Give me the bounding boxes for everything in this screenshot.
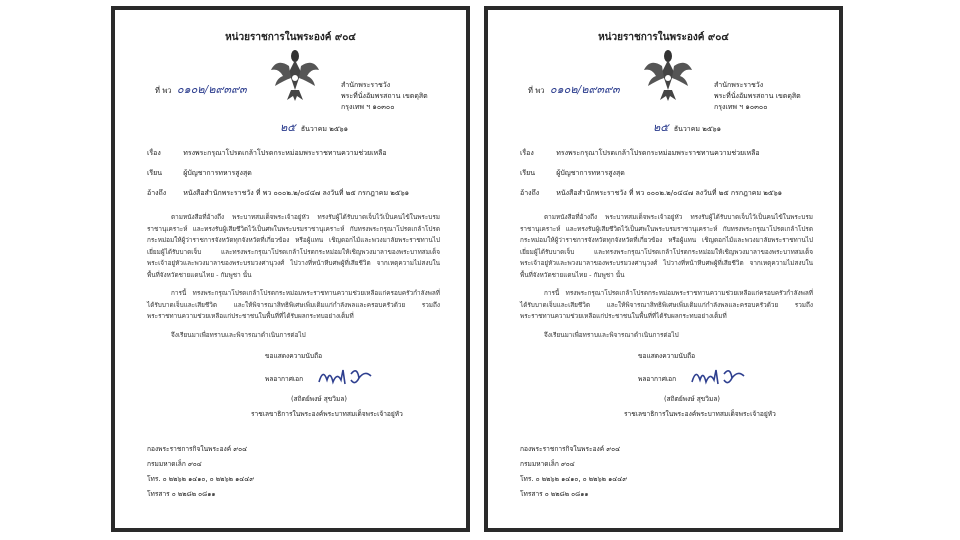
letter-body bbox=[147, 212, 440, 348]
to-text: ผู้บัญชาการทหารสูงสุด bbox=[183, 169, 252, 177]
garuda-emblem-icon bbox=[269, 46, 321, 102]
footer-line: กรมมหาดเล็ก ๙๐๔ bbox=[147, 460, 202, 468]
reference-number bbox=[528, 80, 620, 98]
footer-line: โทรสาร ๐ ๒๒๘๒ ๐๘๑๑ bbox=[147, 490, 216, 498]
body-paragraph: ตามหนังสือที่อ้างถึง พระบาทสมเด็จพระเจ้าอยู่หัว ทรงรับผู้ได้รับบาดเจ็บไว้เป็นคนไข้ในพระบรมราชานุเคราะห์ และทรงรับผู้เสียชีวิตไว้เป็นศพในพระบรมราชานุเคราะห์ กับทรงพระกรุณาโปรดเกล้าโปรดกระหม่อมให้ผู้ว่าราชการจังหวัดทุกจังหวัดที่เกี่ยวข้อง หรือผู้แทน เชิญดอกไม้และพวงมาลัยพระราชทานไปเยี่ยมผู้ได้รับบาดเจ็บ และทรงพระกรุณาโปรดเกล้าโปรดกระหม่อมให้เชิญพวงมาลาของพระบาทสมเด็จพระเจ้าอยู่หัวและพวงมาลาของพระบรมวงศานุวงศ์ ไปวางที่หน้าหีบศพผู้ที่เสียชีวิต จากเหตุความไม่สงบในพื้นที่จังหวัดชายแดนไทย - กัมพูชา นั้น bbox=[147, 213, 440, 279]
refer-text: หนังสือสำนักพระราชวัง ที่ พว ๐๐๐๒.๒/๐๔๔๗ ลงวันที่ ๒๕ กรกฎาคม ๒๕๖๑ bbox=[556, 189, 783, 197]
sender-address bbox=[714, 80, 801, 113]
footer-line: กองพระราชการกิจในพระองค์ ๙๐๔ bbox=[147, 445, 248, 453]
body-paragraph: การนี้ ทรงพระกรุณาโปรดเกล้าโปรดกระหม่อมพระราชทานความช่วยเหลือแก่ครอบครัวกำลังพลที่ได้รับบาดเจ็บและเสียชีวิต และให้พิจารณาสิทธิพิเศษเพิ่มเติมแก่กำลังพลและครอบครัวด้วย รวมถึงพระราชทานความช่วยเหลือแก่ประชาชนในพื้นที่ที่ได้รับผลกระทบอย่างเต็มที่ bbox=[147, 289, 440, 320]
letter-footer bbox=[147, 442, 254, 502]
address-line: กรุงเทพ ฯ ๑๐๓๐๐ bbox=[341, 103, 395, 111]
signer-position: ราชเลขาธิการในพระองค์พระบาทสมเด็จพระเจ้าอยู่หัว bbox=[624, 410, 776, 418]
address-line: พระที่นั่งอัมพรสถาน เขตดุสิต bbox=[341, 92, 428, 100]
subject-label: เรื่อง bbox=[520, 149, 534, 157]
sender-address bbox=[341, 80, 428, 113]
garuda-emblem-icon bbox=[642, 46, 694, 102]
refer-row bbox=[147, 188, 409, 199]
to-text: ผู้บัญชาการทหารสูงสุด bbox=[556, 169, 625, 177]
letter-header: หน่วยราชการในพระองค์ ๙๐๔ bbox=[598, 32, 729, 43]
regards: ขอแสดงความนับถือ bbox=[265, 352, 323, 360]
to-row bbox=[147, 168, 252, 179]
reference-number bbox=[155, 80, 247, 98]
to-label: เรียน bbox=[520, 169, 536, 177]
to-row bbox=[520, 168, 625, 179]
footer-line: กองพระราชการกิจในพระองค์ ๙๐๔ bbox=[520, 445, 621, 453]
to-label: เรียน bbox=[147, 169, 163, 177]
date-day: ๒๕ bbox=[280, 121, 296, 134]
refer-label: อ้างถึง bbox=[520, 189, 540, 197]
ref-label: ที่ พว bbox=[155, 86, 172, 95]
signer-position: ราชเลขาธิการในพระองค์พระบาทสมเด็จพระเจ้าอยู่หัว bbox=[251, 410, 403, 418]
signature-icon bbox=[688, 364, 750, 388]
signer-name: (สถิตย์พงษ์ สุขวิมล) bbox=[664, 395, 720, 403]
letter-date bbox=[653, 118, 721, 136]
footer-line: โทร. ๐ ๒๒๖๒ ๑๔๑๐, ๐ ๒๒๖๒ ๑๔๔๙ bbox=[520, 475, 628, 483]
signer-rank: พลอากาศเอก bbox=[638, 375, 677, 383]
address-line: สำนักพระราชวัง bbox=[341, 81, 391, 89]
letter-page-left bbox=[111, 6, 470, 532]
address-line: พระที่นั่งอัมพรสถาน เขตดุสิต bbox=[714, 92, 801, 100]
ref-number: ๐๑๐๒/๒๙๓๙๓ bbox=[549, 83, 620, 96]
ref-label: ที่ พว bbox=[528, 86, 545, 95]
body-paragraph: การนี้ ทรงพระกรุณาโปรดเกล้าโปรดกระหม่อมพระราชทานความช่วยเหลือแก่ครอบครัวกำลังพลที่ได้รับบาดเจ็บและเสียชีวิต และให้พิจารณาสิทธิพิเศษเพิ่มเติมแก่กำลังพลและครอบครัวด้วย รวมถึงพระราชทานความช่วยเหลือแก่ประชาชนในพื้นที่ที่ได้รับผลกระทบอย่างเต็มที่ bbox=[520, 289, 813, 320]
subject-label: เรื่อง bbox=[147, 149, 161, 157]
letter-body bbox=[520, 212, 813, 348]
ref-number: ๐๑๐๒/๒๙๓๙๓ bbox=[176, 83, 247, 96]
regards: ขอแสดงความนับถือ bbox=[638, 352, 696, 360]
signature-icon bbox=[315, 364, 377, 388]
body-paragraph: จึงเรียนมาเพื่อทราบและพิจารณาดำเนินการต่อไป bbox=[544, 330, 679, 339]
body-paragraph: ตามหนังสือที่อ้างถึง พระบาทสมเด็จพระเจ้าอยู่หัว ทรงรับผู้ได้รับบาดเจ็บไว้เป็นคนไข้ในพระบรมราชานุเคราะห์ และทรงรับผู้เสียชีวิตไว้เป็นศพในพระบรมราชานุเคราะห์ กับทรงพระกรุณาโปรดเกล้าโปรดกระหม่อมให้ผู้ว่าราชการจังหวัดทุกจังหวัดที่เกี่ยวข้อง หรือผู้แทน เชิญดอกไม้และพวงมาลัยพระราชทานไปเยี่ยมผู้ได้รับบาดเจ็บ และทรงพระกรุณาโปรดเกล้าโปรดกระหม่อมให้เชิญพวงมาลาของพระบาทสมเด็จพระเจ้าอยู่หัวและพวงมาลาของพระบรมวงศานุวงศ์ ไปวางที่หน้าหีบศพผู้ที่เสียชีวิต จากเหตุความไม่สงบในพื้นที่จังหวัดชายแดนไทย - กัมพูชา นั้น bbox=[520, 213, 813, 279]
address-line: สำนักพระราชวัง bbox=[714, 81, 764, 89]
footer-line: โทร. ๐ ๒๒๖๒ ๑๔๑๐, ๐ ๒๒๖๒ ๑๔๔๙ bbox=[147, 475, 255, 483]
date-month-year: ธันวาคม ๒๕๖๑ bbox=[300, 125, 349, 133]
body-paragraph: จึงเรียนมาเพื่อทราบและพิจารณาดำเนินการต่อไป bbox=[171, 330, 306, 339]
letter-footer bbox=[520, 442, 627, 502]
signer-rank: พลอากาศเอก bbox=[265, 375, 304, 383]
date-day: ๒๕ bbox=[653, 121, 669, 134]
letter-page-right bbox=[484, 6, 843, 532]
signer-name: (สถิตย์พงษ์ สุขวิมล) bbox=[291, 395, 347, 403]
subject-row bbox=[147, 148, 387, 159]
subject-text: ทรงพระกรุณาโปรดเกล้าโปรดกระหม่อมพระราชทานความช่วยเหลือ bbox=[183, 149, 387, 157]
footer-line: โทรสาร ๐ ๒๒๘๒ ๐๘๑๑ bbox=[520, 490, 589, 498]
refer-text: หนังสือสำนักพระราชวัง ที่ พว ๐๐๐๒.๒/๐๔๔๗ ลงวันที่ ๒๕ กรกฎาคม ๒๕๖๑ bbox=[183, 189, 410, 197]
footer-line: กรมมหาดเล็ก ๙๐๔ bbox=[520, 460, 575, 468]
address-line: กรุงเทพ ฯ ๑๐๓๐๐ bbox=[714, 103, 768, 111]
subject-text: ทรงพระกรุณาโปรดเกล้าโปรดกระหม่อมพระราชทานความช่วยเหลือ bbox=[556, 149, 760, 157]
refer-row bbox=[520, 188, 782, 199]
letter-date bbox=[280, 118, 348, 136]
refer-label: อ้างถึง bbox=[147, 189, 167, 197]
date-month-year: ธันวาคม ๒๕๖๑ bbox=[673, 125, 722, 133]
letter-header: หน่วยราชการในพระองค์ ๙๐๔ bbox=[225, 32, 356, 43]
subject-row bbox=[520, 148, 760, 159]
